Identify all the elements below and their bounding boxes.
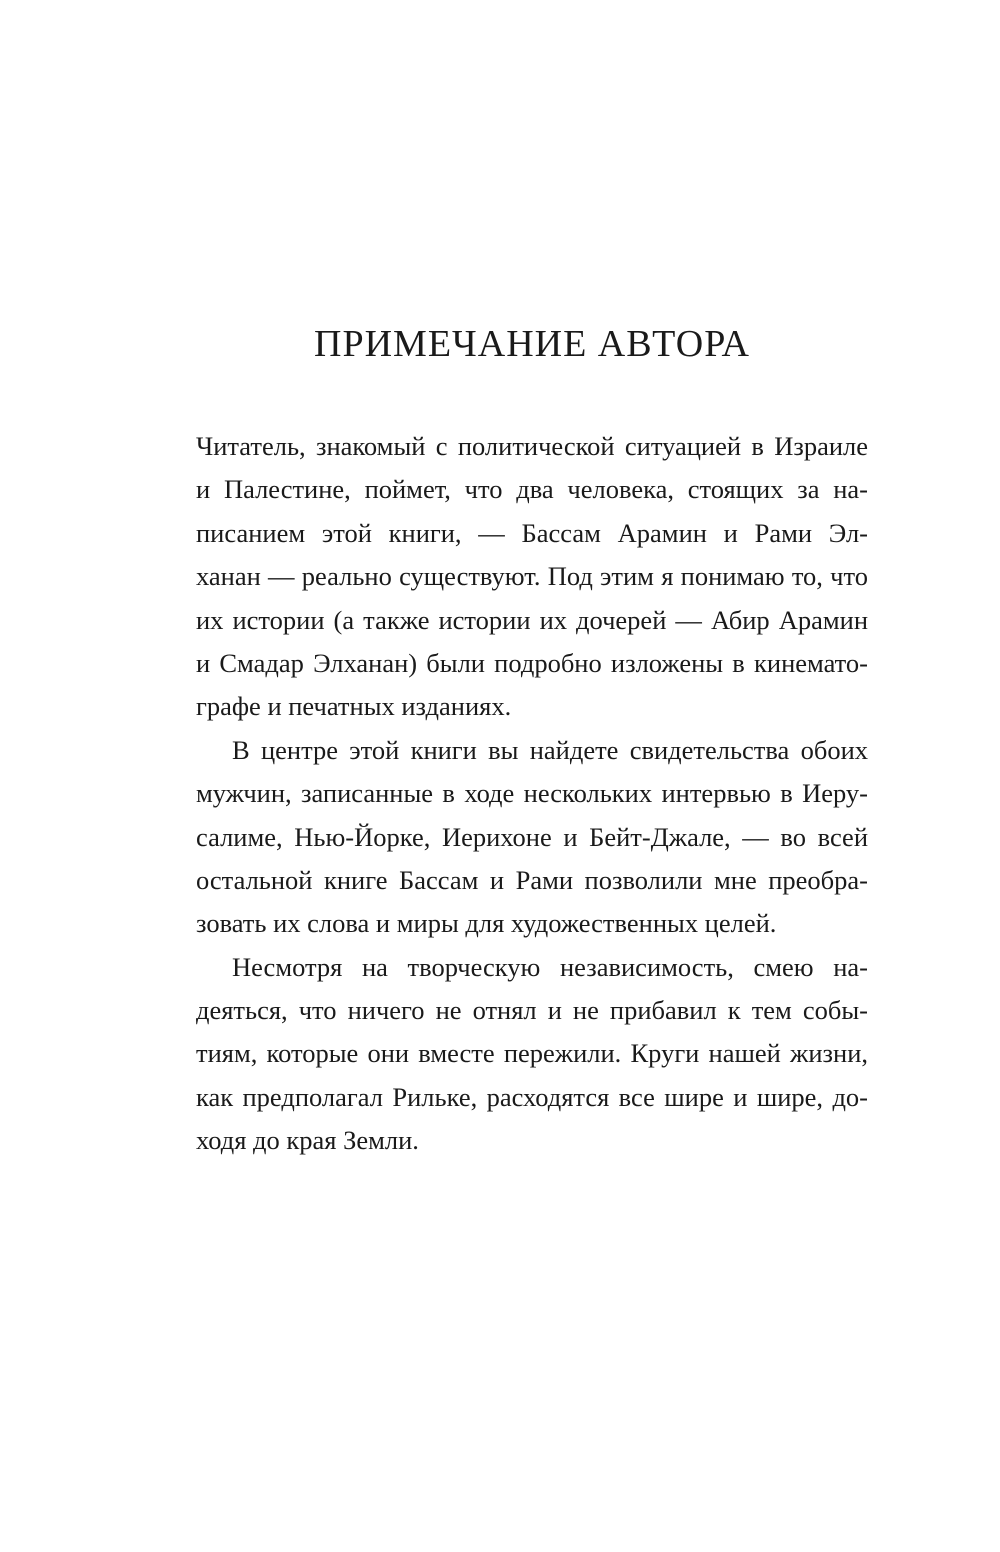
text-line: остальной книге Бассам и Рами позволили мне преобра- [196,864,868,895]
text-line: и Палестине, поймет, что два человека, стоящих за на- [196,474,868,505]
paragraph-2 [196,729,868,946]
text-line: Несмотря на творческую независимость, смею на- [232,951,868,982]
text-line: зовать их слова и миры для художественных целей. [196,908,777,939]
text-line: салиме, Нью-Йорке, Иерихоне и Бейт-Джале, — во всей [196,821,868,852]
text-line: тиям, которые они вместе пережили. Круги нашей жизни, [196,1038,868,1069]
text-line: как предполагал Рильке, расходятся все шире и шире, до- [196,1081,868,1112]
text-line: и Смадар Элханан) были подробно изложены в кинемато- [196,647,868,678]
text-line: ханан — реально существуют. Под этим я понимаю то, что [196,561,868,592]
text-line: ходя до края Земли. [196,1125,419,1156]
paragraph-1 [196,425,868,729]
text-line: деяться, что ничего не отнял и не прибавил к тем собы- [196,995,868,1026]
text-line: Читатель, знакомый с политической ситуацией в Израиле [196,431,868,461]
text-line: В центре этой книги вы найдете свидетельства обоих [232,734,868,765]
page-body [196,425,868,1163]
text-line: писанием этой книги, — Бассам Арамин и Рами Эл- [196,517,868,548]
text-line: графе и печатных изданиях. [196,691,512,722]
text-line: их истории (а также истории их дочерей — Абир Арамин [196,604,868,635]
paragraph-3 [196,946,868,1163]
page-title: ПРИМЕЧАНИЕ АВТОРА [314,323,750,366]
text-line: мужчин, записанные в ходе нескольких интервью в Иеру- [196,778,868,809]
